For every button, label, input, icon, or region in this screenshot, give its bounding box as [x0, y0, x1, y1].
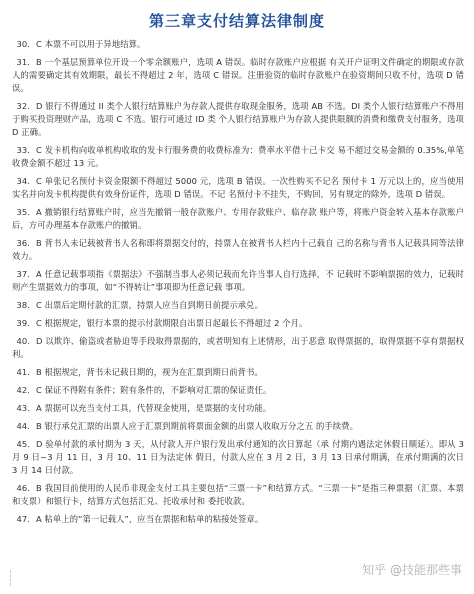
answer-item	[12, 335, 464, 361]
answer-item	[12, 366, 464, 379]
item-answer: C	[36, 318, 42, 328]
page-title: 第三章支付结算法律制度	[148, 12, 325, 30]
answer-item	[12, 402, 464, 415]
item-explanation: 背书人未记载被背书人名称即将票据交付的，持票人在被背书人栏内十己载自 己的名称与背书人记载具同等法律效力。	[12, 238, 464, 261]
item-number: 30.	[16, 39, 30, 49]
item-number: 46.	[16, 483, 30, 493]
item-number: 42.	[16, 385, 30, 395]
item-number: 34.	[16, 176, 30, 186]
item-number: 39.	[16, 318, 30, 328]
item-answer: D	[36, 439, 43, 449]
answer-item	[12, 100, 464, 139]
item-number: 45.	[16, 439, 30, 449]
item-answer: B	[36, 238, 42, 248]
answer-item	[12, 175, 464, 201]
answer-item	[12, 237, 464, 263]
item-explanation: 我国目前使用的人民币非现金支付工具主要包括“三票一卡”和结算方式。“三票一卡”是指三种票据（汇票、本票和支票）和银行卡，结算方式包括汇兑、托收承付和 委托收款。	[12, 483, 464, 506]
item-explanation: 发卡机构向收单机构收取的发卡行服务费的收费标准为：费率水平借十己卡交 易不超过交易金额的 0.35%,单笔收费金额不超过 13 元。	[12, 145, 464, 168]
item-answer: A	[36, 207, 42, 217]
item-answer: A	[36, 269, 42, 279]
item-answer: B	[36, 421, 42, 431]
item-explanation: 出票后定期付款的汇票，持票人应当自到期日前提示承兑。	[44, 300, 263, 310]
answer-item	[12, 420, 464, 433]
item-explanation: 验单付款的承付期为 3 天，从付款人开户银行发出承付通知的次日算起（承 付期内遇法定休假日顺延）。即从 3 月 9 日~3 月 11 日，3 月 10、11 日为法定休 假日，付款人应在 3 月 2 日，3 月 13 日承付期满，在承付期满的次日 3 月 14 日付款。	[12, 439, 464, 475]
item-explanation: 根据规定，银行本票的提示付款期限自出票日起最长不得超过 2 个月。	[44, 318, 308, 328]
item-number: 32.	[16, 101, 30, 111]
answer-list	[12, 38, 464, 531]
page-corner-mark	[10, 570, 21, 586]
item-number: 38.	[16, 300, 30, 310]
item-number: 44.	[16, 421, 30, 431]
item-answer: A	[36, 514, 42, 524]
item-number: 31.	[16, 57, 30, 67]
item-explanation: 本票不可以用于异地结算。	[44, 39, 146, 49]
answer-item	[12, 38, 464, 51]
item-answer: B	[36, 57, 42, 67]
item-explanation: 保证不得附有条件；附有条件的，不影响对汇票的保证责任。	[44, 385, 272, 395]
item-number: 37.	[16, 269, 30, 279]
item-answer: C	[36, 300, 42, 310]
item-answer: C	[36, 145, 42, 155]
answer-item	[12, 299, 464, 312]
item-explanation: 根据规定，背书未记载日期的，视为在汇票到期日前背书。	[44, 367, 263, 377]
item-number: 47.	[16, 514, 30, 524]
item-number: 43.	[16, 403, 30, 413]
answer-item	[12, 482, 464, 508]
answer-item	[12, 438, 464, 477]
item-answer: D	[36, 101, 43, 111]
item-answer: B	[36, 483, 42, 493]
item-answer: C	[36, 176, 42, 186]
answer-item	[12, 56, 464, 95]
item-number: 33.	[16, 145, 30, 155]
item-explanation: 任意记载事项指《票据法》不强制当事人必须记载而允许当事人自行选择，不 记载时不影响票据的效力，记载时则产生票据效力的事项，如“不得转让”事项即为任意记载 事项。	[12, 269, 464, 292]
item-number: 40.	[16, 336, 30, 346]
item-answer: D	[36, 336, 43, 346]
item-explanation: 银行承兑汇票的出票人应于汇票到期前将票面金额的出票人收取万分之五 的手续费。	[44, 421, 358, 431]
answer-item	[12, 513, 464, 526]
answer-item	[12, 268, 464, 294]
item-explanation: 单张记名预付卡资金限额不得超过 5000 元，选项 B 错误。一次性购买不记名 预付卡 1 万元以上的，应当使用实名并向发卡机构提供有效身份证件，选项 D 错误。不记 名预付卡不挂失，不购回，另有规定的除外，选项 D 错误。	[12, 176, 464, 199]
item-explanation: 票据可以充当支付工具，代替现金使用，是票据的支付功能。	[44, 403, 272, 413]
item-answer: B	[36, 367, 42, 377]
item-explanation: 以欺诈、偷盗或者胁迫等手段取得票据的，或者明知有上述情形，出于恶意 取得票据的，取得票据不享有票据权利。	[12, 336, 464, 359]
answer-item	[12, 384, 464, 397]
item-answer: C	[36, 39, 42, 49]
item-explanation: 一个基层预算单位开设一个零余额账户，选项 A 错误。临时存款账户应根据 有关开户证明文件确定的期限或存款人的需要确定其有效期限，最长不得超过 2 年，选项 C 错误。注册验资的临时存款账户在验资期间只收不付，选项 D 错误。	[12, 57, 464, 93]
item-explanation: 银行不得通过 II 类个人银行结算账户为存款人提供存取现金服务，选项 AB 不选。DI 类个人银行结算账户不得用于购买投资理财产品，选项 C 不选。银行可通过 ID 类 个人银行结算账户为存款人提供限额的消费和缴费支付服务，选项 D 正确。	[12, 101, 464, 137]
item-explanation: 撤销银行结算账户时，应当先撤销一般存款账户、专用存款账户、临存款 账户等，将账户资金转入基本存款账户后，方可办理基本存款账户的撤销。	[12, 207, 464, 230]
answer-item	[12, 206, 464, 232]
answer-item	[12, 317, 464, 330]
item-number: 41.	[16, 367, 30, 377]
watermark: 知乎 @技能那些事	[362, 563, 462, 577]
item-answer: C	[36, 385, 42, 395]
item-number: 36.	[16, 238, 30, 248]
answer-item	[12, 144, 464, 170]
item-number: 35.	[16, 207, 30, 217]
item-explanation: 粘单上的“第一记载人”，应当在票据和粘单的粘接处签章。	[44, 514, 264, 524]
item-answer: A	[36, 403, 42, 413]
